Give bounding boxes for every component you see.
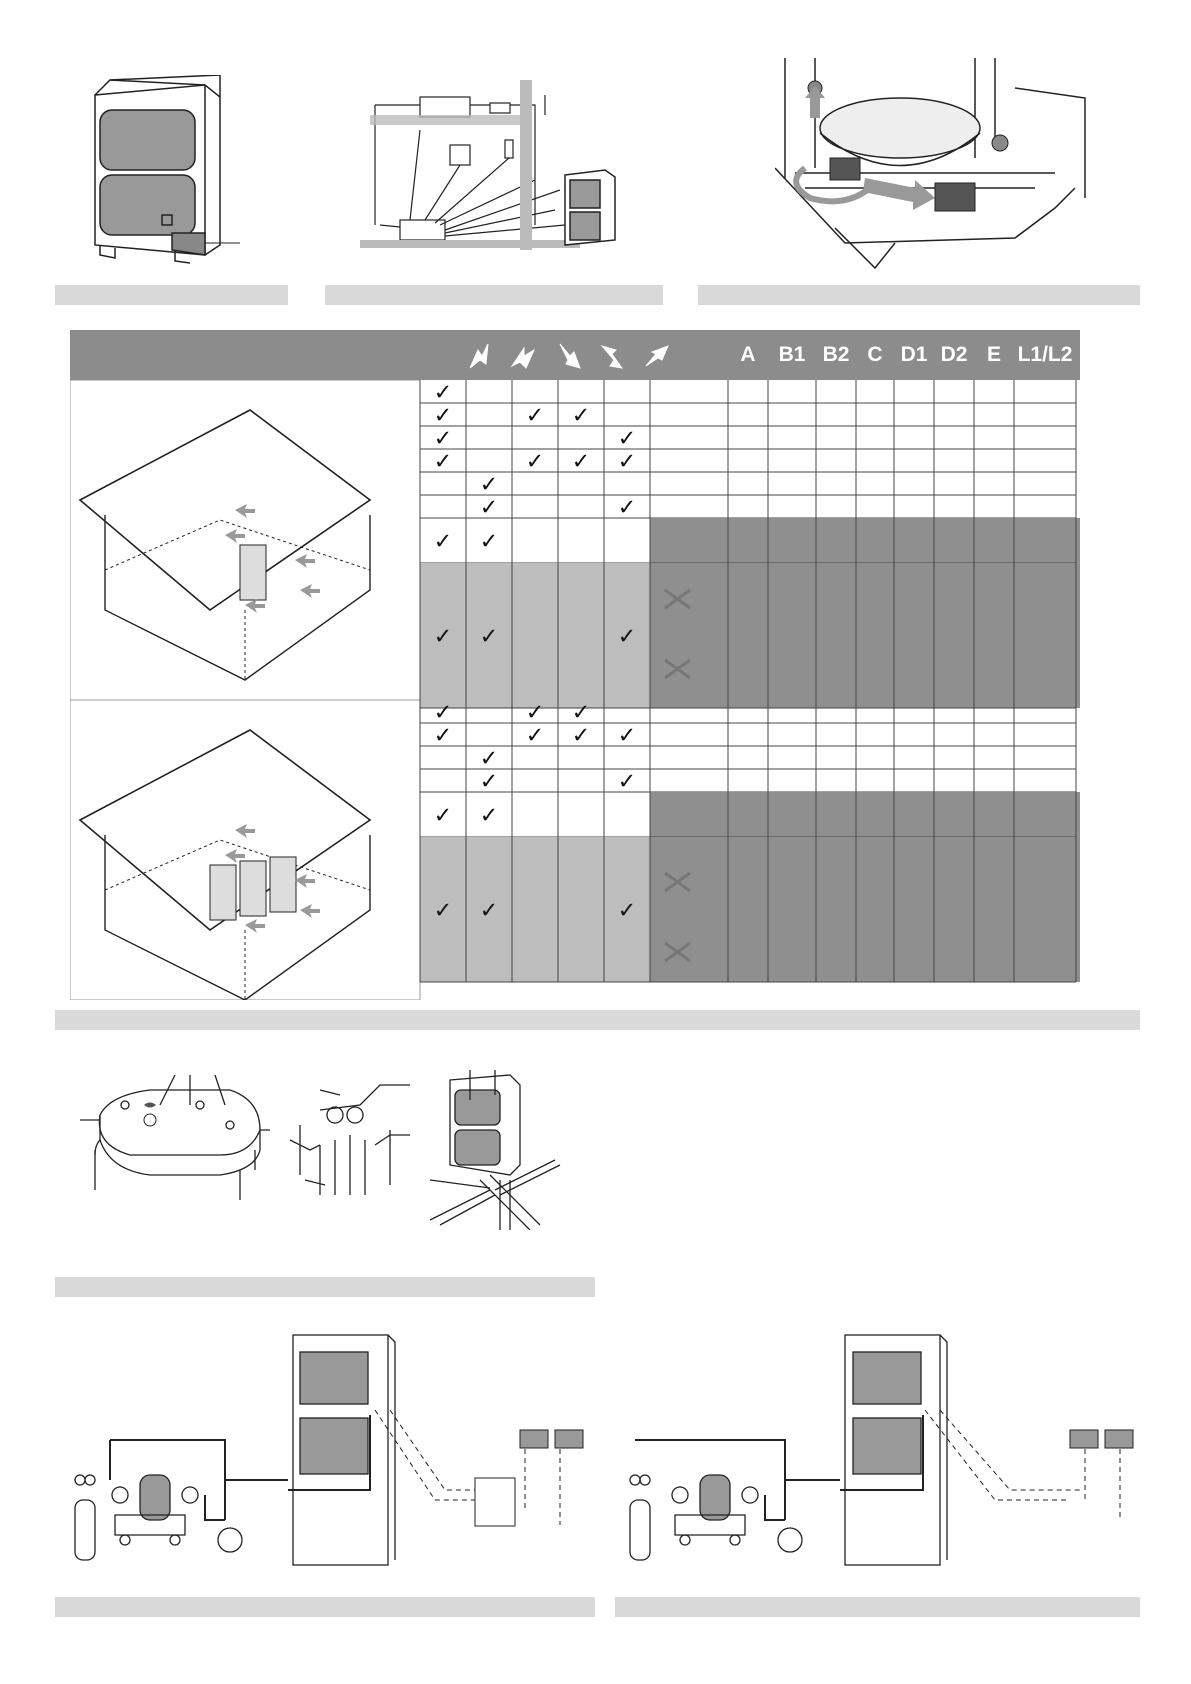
single-check-3-3: ✓	[571, 449, 591, 475]
multi-check-5-0: ✓	[433, 898, 453, 924]
direction-icons	[420, 330, 720, 380]
col-header-d2: D2	[940, 343, 968, 366]
multi-check-4-1: ✓	[479, 803, 499, 829]
unit-block-1-0	[210, 865, 236, 920]
multi-dark-row-4	[650, 792, 1080, 837]
frame-illustration	[430, 1070, 590, 1230]
multi-check-3-1: ✓	[479, 769, 499, 795]
figure-compressor-transport-brackets	[775, 58, 1095, 283]
figure-unit-on-frame	[430, 1070, 590, 1230]
single-check-2-0: ✓	[433, 426, 453, 452]
multi-check-0-0: ✓	[433, 700, 453, 726]
arrow-icon-2	[512, 348, 534, 368]
multi-dark-row-5	[650, 837, 1080, 982]
single-check-5-4: ✓	[617, 495, 637, 521]
unit-block-1-1	[240, 861, 266, 916]
multi-check-0-2: ✓	[525, 700, 545, 726]
single-check-7-1: ✓	[479, 624, 499, 650]
caption-bar-mid	[55, 1277, 595, 1297]
single-check-1-2: ✓	[525, 403, 545, 429]
installation-clearance-table	[70, 330, 1135, 1000]
unit-block-1-2	[270, 857, 296, 912]
arrow-icon-3	[560, 344, 580, 368]
col-header-a: A	[740, 343, 756, 366]
caption-bar-1	[55, 285, 288, 305]
multi-check-3-4: ✓	[617, 769, 637, 795]
caption-bar-bottom-left	[55, 1597, 595, 1617]
col-header-b2: B2	[822, 343, 850, 366]
multi-check-4-0: ✓	[433, 803, 453, 829]
single-check-3-4: ✓	[617, 449, 637, 475]
unit-block-0-0	[240, 545, 266, 600]
col-header-b1: B1	[778, 343, 806, 366]
arrow-icon-4	[602, 346, 622, 368]
single-check-6-0: ✓	[433, 529, 453, 555]
single-check-3-0: ✓	[433, 449, 453, 475]
figure-refrigerant-charging-left	[65, 1330, 605, 1570]
caption-bar-3	[698, 285, 1140, 305]
col-header-e: E	[986, 343, 1001, 366]
arrow-icon-1	[470, 344, 488, 368]
single-check-2-4: ✓	[617, 426, 637, 452]
single-check-5-1: ✓	[479, 495, 499, 521]
valve-detail-illustration	[290, 1075, 410, 1200]
multi-check-5-1: ✓	[479, 898, 499, 924]
figure-refrigerant-charging-right	[625, 1330, 1145, 1570]
table-grid	[70, 380, 1135, 1000]
single-check-0-0: ✓	[433, 380, 453, 406]
base-detail-illustration	[80, 1075, 270, 1200]
wiring-illustration	[360, 75, 630, 285]
single-check-3-2: ✓	[525, 449, 545, 475]
multi-check-0-3: ✓	[571, 700, 591, 726]
col-header-d1: D1	[900, 343, 928, 366]
col-header-l1l2: L1/L2	[1017, 343, 1073, 366]
multi-check-5-4: ✓	[617, 898, 637, 924]
caption-bar-bottom-right	[615, 1597, 1140, 1617]
single-check-7-4: ✓	[617, 624, 637, 650]
single-shade-row	[420, 563, 650, 708]
charging-left-illustration	[65, 1330, 605, 1570]
charging-right-illustration	[625, 1330, 1145, 1570]
multi-check-2-1: ✓	[479, 746, 499, 772]
figure-wiring-layout	[360, 75, 630, 285]
col-header-c: C	[867, 343, 883, 366]
single-check-1-3: ✓	[571, 403, 591, 429]
single-check-1-0: ✓	[433, 403, 453, 429]
multi-check-1-3: ✓	[571, 723, 591, 749]
arrow-icon-5	[646, 346, 668, 366]
caption-bar-table	[55, 1010, 1140, 1030]
caption-bar-2	[325, 285, 663, 305]
multi-check-1-4: ✓	[617, 723, 637, 749]
single-check-7-0: ✓	[433, 624, 453, 650]
figure-unit-on-pedestal	[55, 75, 295, 285]
figure-service-valve-detail	[290, 1075, 410, 1200]
unit-illustration	[55, 75, 295, 285]
multi-shade-row	[420, 837, 650, 982]
single-dark-row-7	[650, 563, 1080, 708]
multi-check-1-2: ✓	[525, 723, 545, 749]
single-check-6-1: ✓	[479, 529, 499, 555]
figure-unit-base-detail	[80, 1075, 270, 1200]
single-dark-row-6	[650, 518, 1080, 563]
compressor-illustration	[775, 58, 1095, 283]
single-check-4-1: ✓	[479, 472, 499, 498]
multi-check-1-0: ✓	[433, 723, 453, 749]
